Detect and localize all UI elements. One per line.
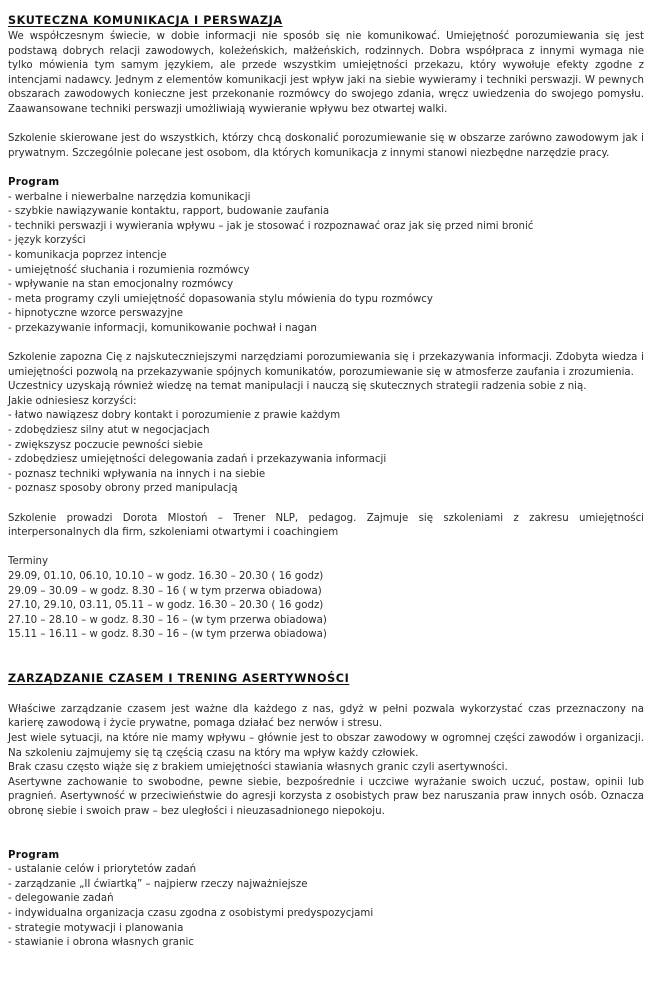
list-item: - strategie motywacji i planowania: [8, 922, 184, 934]
time-management-paragraph: Brak czasu często wiąże się z brakiem umiejętności stawiania własnych granic czyli asertywności.: [8, 762, 508, 774]
list-item: - poznasz techniki wpływania na innych i na siebie: [8, 468, 266, 480]
terms-heading: Terminy: [8, 556, 49, 568]
list-item: - przekazywanie informacji, komunikowanie pochwał i nagan: [8, 322, 317, 334]
list-item: - werbalne i niewerbalne narzędzia komunikacji: [8, 191, 251, 203]
term-item: 27.10 – 28.10 – w godz. 8.30 – 16 – (w tym przerwa obiadowa): [8, 614, 327, 626]
communication-manipulation: Uczestnicy uzyskają również wiedzę na temat manipulacji i nauczą się skutecznych strategii radzenia sobie z nią.: [8, 381, 587, 393]
list-item: - szybkie nawiązywanie kontaktu, rapport, budowanie zaufania: [8, 206, 330, 218]
list-item: - zwiększysz poczucie pewności siebie: [8, 439, 203, 451]
time-management-intro: Właściwe zarządzanie czasem jest ważne dla każdego z nas, gdyż w pełni pozwala wykorzystać czas przeznaczony na karierę zawodową i życie prywatne, pomaga działać bez nerwów i stresu.: [8, 703, 644, 730]
benefits-list: [8, 409, 644, 497]
communication-summary: Szkolenie zapozna Cię z najskuteczniejszymi narzędziami porozumiewania się i przekazywania informacji. Zdobyta wiedza i umiejętności pozwolą na przekazywanie spójnych komunikatów, porozumiewanie się w atmosferze zaufania i zrozumienia.: [8, 352, 644, 378]
list-item: - zarządzanie „II ćwiartką” – najpierw rzeczy najważniejsze: [8, 878, 308, 890]
section-title-time-management: ZARZĄDZANIE CZASEM I TRENING ASERTYWNOŚCI: [8, 672, 350, 686]
list-item: - język korzyści: [8, 235, 86, 247]
time-management-paragraph: Asertywne zachowanie to swobodne, pewne siebie, bezpośrednie i uczciwe wyrażanie swoich uczuć, postaw, opinii lub pragnień. Asertywność w przeciwieństwie do agresji korzysta z osobistych praw bez naruszania praw innych osób. Oznacza obronę siebie i swoich praw – bez uległości i nieuzasadnionego niepokoju.: [8, 776, 644, 817]
communication-program-heading: Program: [8, 176, 60, 188]
communication-audience: Szkolenie skierowane jest do wszystkich, którzy chcą doskonalić porozumiewanie się w obszarze zarówno zawodowym jak i prywatnym. Szczególnie polecane jest osobom, dla których komunikacja z innymi stanowi niezbędne narzędzie pracy.: [8, 133, 644, 159]
list-item: - indywidualna organizacja czasu zgodna z osobistymi predyspozycjami: [8, 908, 374, 920]
time-management-program-list: [8, 863, 644, 951]
list-item: - hipnotyczne wzorce perswazyjne: [8, 308, 184, 320]
list-item: - umiejętność słuchania i rozumienia rozmówcy: [8, 264, 250, 276]
benefits-heading: Jakie odniesiesz korzyści:: [8, 395, 137, 407]
time-management-paragraph: Jest wiele sytuacji, na które nie mamy wpływu – głównie jest to obszar zawodowy w ogromnej części zawodów i organizacji. Na szkoleniu zajmujemy się tą częścią czasu na który ma wpływ każdy człowiek.: [8, 732, 644, 759]
list-item: - techniki perswazji i wywierania wpływu – jak je stosować i rozpoznawać oraz jak się przed nimi bronić: [8, 220, 534, 232]
list-item: - stawianie i obrona własnych granic: [8, 937, 194, 949]
list-item: - zdobędziesz umiejętności delegowania zadań i przekazywania informacji: [8, 454, 387, 466]
list-item: - delegowanie zadań: [8, 893, 114, 905]
communication-intro: We współczesnym świecie, w dobie informacji nie sposób się nie komunikować. Umiejętność porozumiewania się jest podstawą dobrych relacji zawodowych, koleżeńskich, małżeńskich, rodzinnych. Dobra współpraca z innymi wymaga nie tylko mówienia tym samym językiem, ale przede wszystkim umiejętności przekazu, który wywołuje efekty zgodne z intencjami nadawcy. Jednym z elementów komunikacji jest wpływ jaki na siebie wywieramy i techniki perswazji. W pewnych obszarach zawodowych konieczne jest przekonanie rozmówcy do swojego zdania, wręcz uwiedzenia do swojego pomysłu. Zaawansowane techniki perswazji umożliwiają wywieranie wpływu bez otwartej walki.: [8, 31, 644, 115]
communication-program-list: [8, 191, 644, 337]
list-item: - wpływanie na stan emocjonalny rozmówcy: [8, 279, 234, 291]
term-item: 29.09, 01.10, 06.10, 10.10 – w godz. 16.30 – 20.30 ( 16 godz): [8, 570, 324, 582]
list-item: - meta programy czyli umiejętność dopasowania stylu mówienia do typu rozmówcy: [8, 293, 433, 305]
list-item: - ustalanie celów i priorytetów zadań: [8, 864, 197, 876]
term-item: 29.09 – 30.09 – w godz. 8.30 – 16 ( w tym przerwa obiadowa): [8, 585, 322, 597]
list-item: - łatwo nawiązesz dobry kontakt i porozumienie z prawie każdym: [8, 410, 341, 422]
term-item: 15.11 – 16.11 – w godz. 8.30 – 16 – (w tym przerwa obiadowa): [8, 629, 327, 641]
terms-list: [8, 570, 644, 643]
list-item: - komunikacja poprzez intencje: [8, 249, 167, 261]
trainer-info: Szkolenie prowadzi Dorota Mlostoń – Trener NLP, pedagog. Zajmuje się szkoleniami z zakresu umiejętności interpersonalnych dla firm, szkoleniami otwartymi i coachingiem: [8, 512, 644, 539]
term-item: 27.10, 29.10, 03.11, 05.11 – w godz. 16.30 – 20.30 ( 16 godz): [8, 600, 324, 612]
list-item: - poznasz sposoby obrony przed manipulacją: [8, 483, 238, 495]
section-title-communication: SKUTECZNA KOMUNIKACJA I PERSWAZJA: [8, 14, 283, 27]
time-management-program-heading: Program: [8, 849, 60, 861]
list-item: - zdobędziesz silny atut w negocjacjach: [8, 425, 210, 437]
